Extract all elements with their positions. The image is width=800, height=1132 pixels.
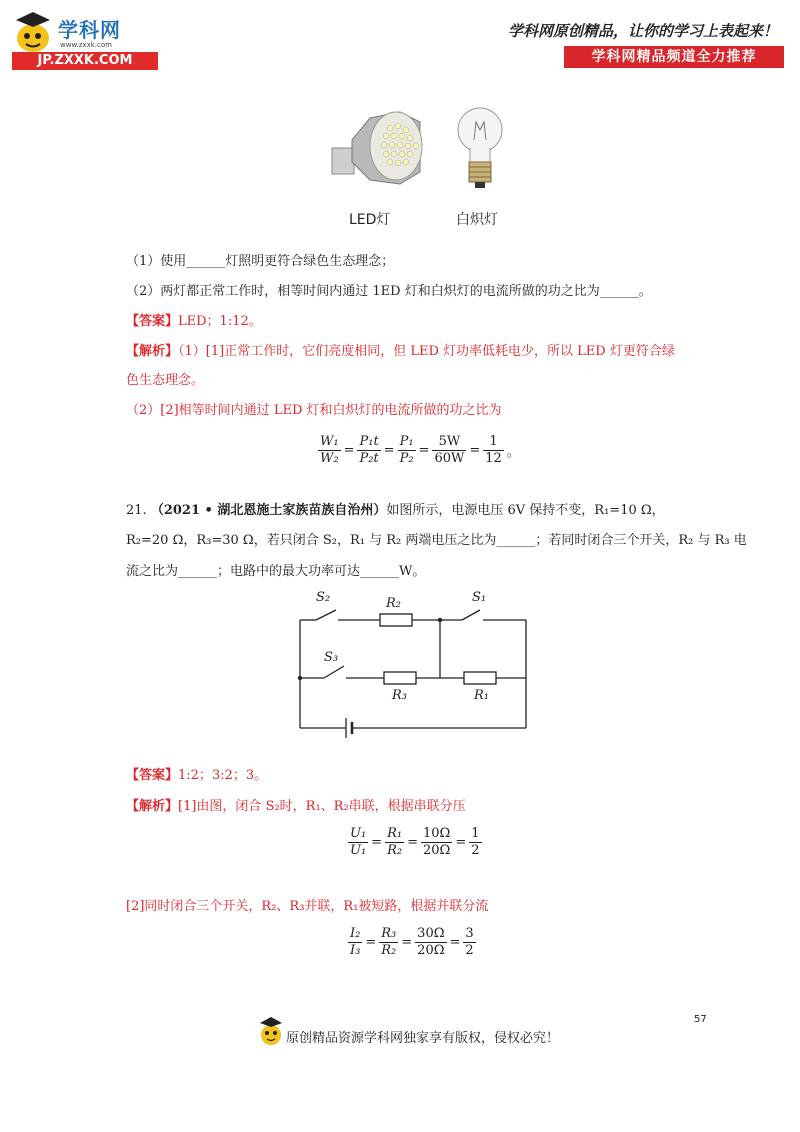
logo-domain: JP.ZXXK.COM [12, 52, 158, 70]
answer-tag: 【答案】 [126, 768, 179, 783]
logo-name: 学科网 [58, 18, 121, 42]
fraction: $\frac{1}{12}$ [485, 434, 502, 466]
label-r1: R₁ [474, 688, 489, 703]
fraction: $\frac{\text{I₂}}{\text{I₃}}$ [350, 926, 361, 958]
answer-text: 1:2；3:2；3。 [178, 768, 268, 783]
copyright-notice: 原创精品资源学科网独家享有版权，侵权必究！ [286, 1031, 560, 1046]
logo-subtitle: www.zxxk.com [60, 41, 112, 49]
q21-line2: R₂=20 Ω，R₃=30 Ω，若只闭合 S₂，R₁ 与 R₂ 两端电压之比为______；若同时闭合三个开关，R₂ 与 R₃ 电 [126, 533, 747, 548]
led-bulb-icon [330, 100, 510, 200]
q20-analysis-line3: （2）[2]相等时间内通过 LED 灯和白炽灯的电流所做的功之比为 [126, 403, 502, 418]
led-label: LED灯 [349, 212, 391, 228]
label-s2: S₂ [316, 590, 331, 605]
answer-text: LED；1:12。 [178, 314, 262, 329]
q21-line1 [126, 501, 665, 521]
q21-line3: 流之比为______；电路中的最大功率可达______W。 [126, 564, 426, 579]
q20-part2: （2）两灯都正常工作时，相等时间内通过 1ED 灯和白炽灯的电流所做的功之比为______。 [126, 284, 652, 299]
fraction: $\frac{10\Omega}{20\Omega}$ [422, 826, 451, 858]
incandescent-label: 白炽灯 [456, 212, 498, 228]
fraction: $\frac{1}{2}$ [471, 826, 480, 858]
q21-analysis-line2: [2]同时闭合三个开关，R₂、R₃并联，R₁被短路，根据并联分流 [126, 899, 489, 914]
fraction: $\frac{30\Omega}{20\Omega}$ [417, 926, 445, 958]
analysis-tag: 【解析】 [126, 344, 179, 359]
q21-answer [126, 766, 267, 786]
label-r3: R₃ [392, 688, 407, 703]
header-slogan: 学科网原创精品，让你的学习上表起来！ [507, 22, 778, 40]
mascot-icon [8, 10, 58, 54]
q21-analysis-line1 [126, 797, 466, 817]
q20-answer [126, 312, 262, 332]
label-s1: S₁ [472, 590, 487, 605]
recommend-banner: 学科网精品频道全力推荐 [564, 46, 784, 68]
label-s3: S₃ [324, 650, 339, 665]
fraction: $\frac{\text{U₁}}{\text{U₁}}$ [350, 826, 367, 858]
mascot-icon [258, 1016, 284, 1046]
question-text: 如图所示，电源电压 6V 保持不变，R₁=10 Ω， [386, 503, 665, 518]
q21-formula1: $\frac{\text{U₁}}{\text{U₁}}$ = $\frac{\text{R₁}}{\text{R₂}}$ = $\frac{10\Omega}{20\Omega}$ = $\frac{1}{2}$ [350, 826, 480, 858]
question-source: （2021 • 湖北恩施土家族苗族自治州） [150, 503, 387, 518]
fraction: $\frac{\text{R₃}}{\text{R₂}}$ [381, 926, 397, 958]
page-number: 57 [694, 1014, 707, 1025]
analysis-text: （1）[1]正常工作时，它们亮度相同，但 LED 灯功率低耗电少，所以 LED 灯更符合绿 [178, 344, 675, 359]
q20-analysis-line2: 色生态理念。 [126, 373, 205, 388]
fraction: $\frac{3}{2}$ [465, 926, 474, 958]
analysis-text: [1]由图，闭合 S₂时，R₁、R₂串联，根据串联分压 [178, 799, 466, 814]
answer-tag: 【答案】 [126, 314, 179, 329]
fraction: $\frac{\text{P₁t}}{\text{P₂t}}$ [359, 434, 379, 466]
q20-formula: $\frac{\text{W₁}}{\text{W₂}}$ = $\frac{\text{P₁t}}{\text{P₂t}}$ = $\frac{\text{P₁}}{\text{P₂}}$ = $\frac{5W}{60W}$ = $\frac{1}{12}$ 。 [320, 434, 520, 466]
fraction: $\frac{\text{R₁}}{\text{R₂}}$ [387, 826, 403, 858]
q21-formula2: $\frac{\text{I₂}}{\text{I₃}}$ = $\frac{\text{R₃}}{\text{R₂}}$ = $\frac{30\Omega}{20\Omega}$ = $\frac{3}{2}$ [350, 926, 474, 958]
fraction: $\frac{\text{W₁}}{\text{W₂}}$ [320, 434, 339, 466]
q20-part1: （1）使用______灯照明更符合绿色生态理念； [126, 254, 395, 269]
bulb-figure [330, 100, 510, 200]
q20-analysis-line1 [126, 342, 675, 362]
analysis-tag: 【解析】 [126, 799, 179, 814]
question-number: 21. [126, 503, 147, 518]
fraction: $\frac{\text{P₁}}{\text{P₂}}$ [399, 434, 414, 466]
label-r2: R₂ [386, 596, 401, 611]
fraction: $\frac{5W}{60W}$ [434, 434, 465, 466]
